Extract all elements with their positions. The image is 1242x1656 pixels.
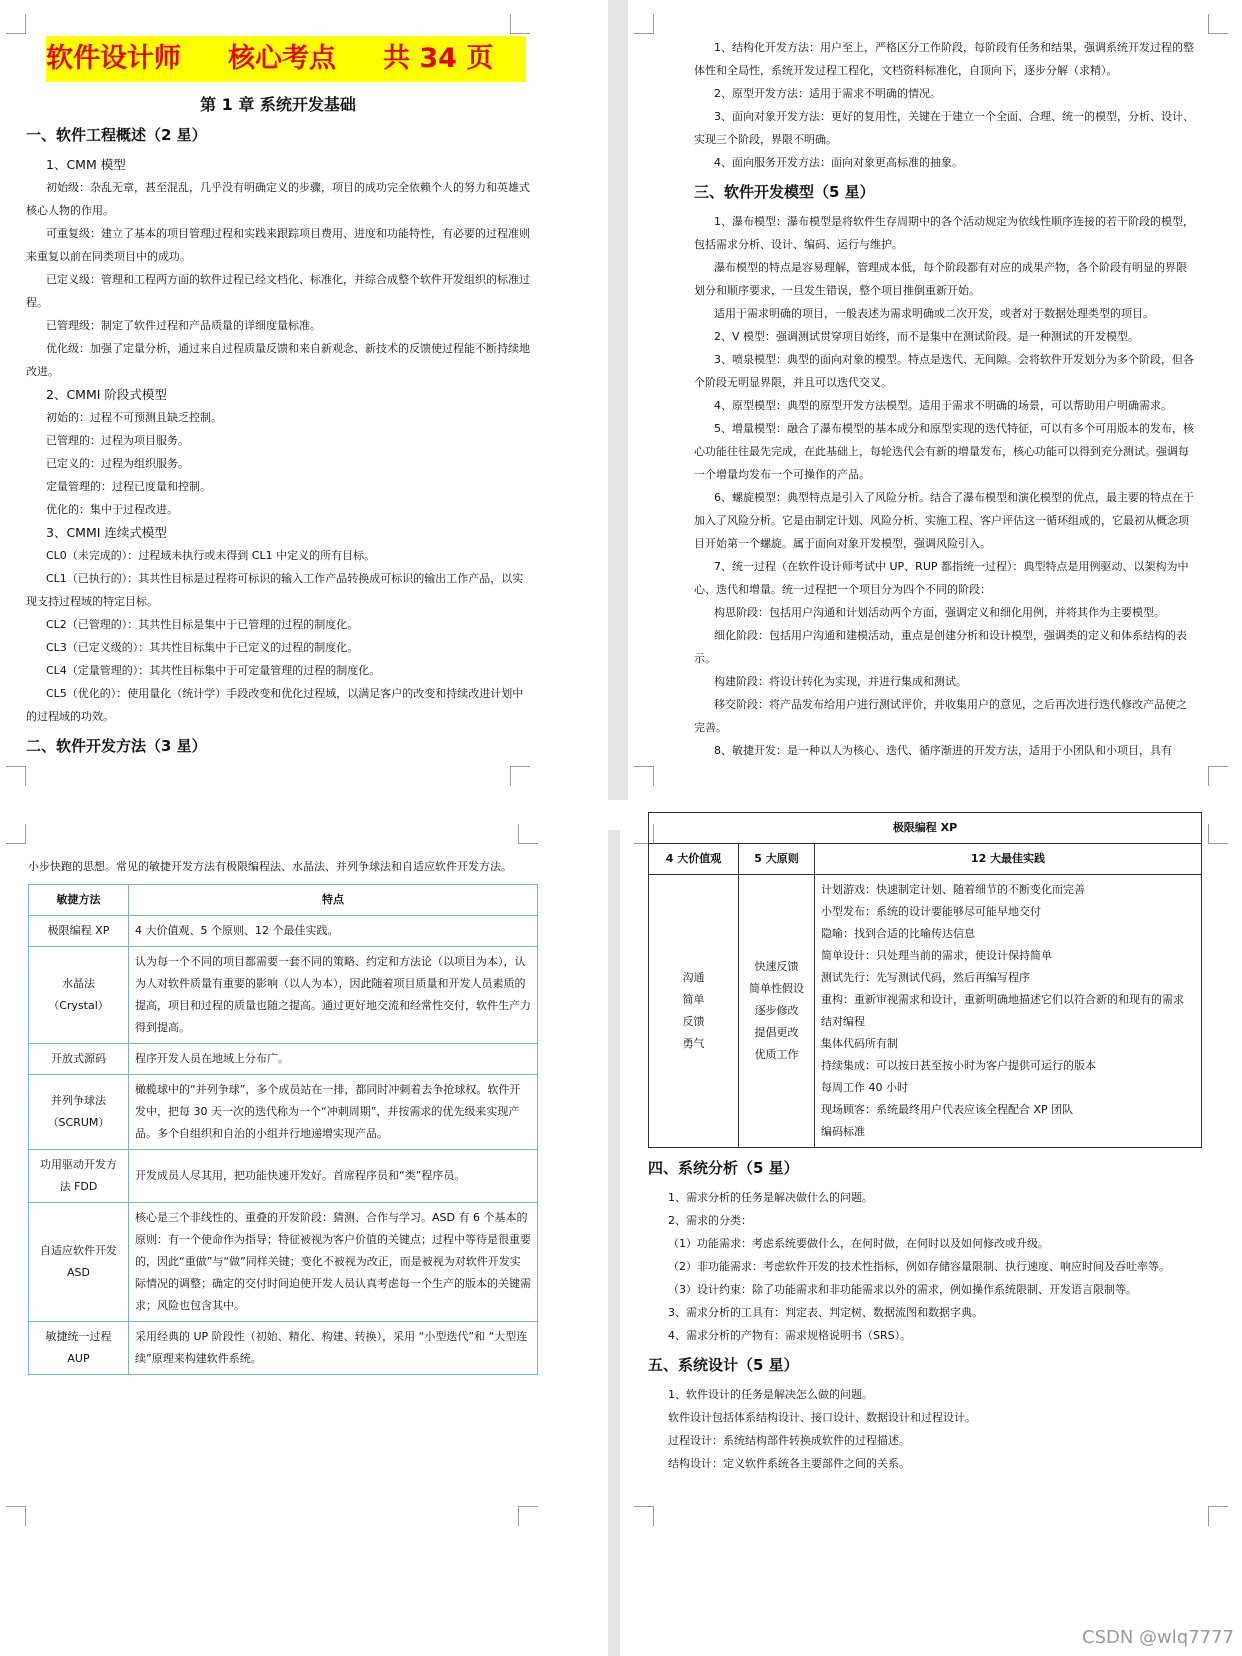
principle-item: 提倡更改: [754, 1026, 799, 1039]
document-page-4: [628, 821, 1242, 1656]
crop-mark: [1208, 824, 1228, 844]
crop-mark: [1208, 14, 1228, 34]
page-gutter: [608, 0, 628, 800]
paragraph: 1、软件设计的任务是解决怎么做的问题。: [668, 1388, 873, 1401]
method-desc-cell: 开发成员人尽其用，把功能快速开发好。首席程序员和“类”程序员。: [129, 1150, 538, 1203]
paragraph: 移交阶段：将产品发布给用户进行测试评价，并收集用户的意见，之后再次进行迭代修改产品使之完善。: [694, 698, 1187, 734]
paragraph: 过程设计：系统结构部件转换成软件的过程描述。: [668, 1434, 910, 1447]
practice-item: 计划游戏：快速制定计划、随着细节的不断变化而完善: [821, 883, 1085, 896]
paragraph: CL2（已管理的）：其共性目标是集中于已管理的过程的制度化。: [46, 618, 359, 631]
crop-mark: [634, 766, 654, 786]
paragraph: （2）非功能需求：考虑软件开发的技术性指标，例如存储容量限制、执行速度、响应时间及吞吐率等。: [668, 1260, 1170, 1273]
document-page-1: [0, 0, 608, 800]
value-item: 沟通: [682, 971, 705, 984]
section-heading: 四、系统分析（5 星）: [648, 1159, 799, 1177]
method-desc-cell: 采用经典的 UP 阶段性（初始、精化、构建、转换），采用 “小型迭代”和 “大型连续”原理来构建软件系统。: [129, 1322, 538, 1375]
value-item: 反馈: [682, 1015, 705, 1028]
paragraph: 已定义的：过程为组织服务。: [46, 457, 189, 470]
agile-methods-table: [28, 884, 538, 1375]
paragraph: 已管理的：过程为项目服务。: [46, 434, 189, 447]
paragraph: 4、原型模型：典型的原型开发方法模型。适用于需求不明确的场景，可以帮助用户明确需求。: [714, 399, 1172, 412]
practice-item: 测试先行：先写测试代码，然后再编写程序: [821, 971, 1030, 984]
document-title-banner: 软件设计师 核心考点 共 34 页: [46, 36, 526, 82]
principle-item: 逐步修改: [754, 1004, 799, 1017]
method-name-cell: 自适应软件开发 ASD: [29, 1203, 129, 1322]
section-heading: 一、软件工程概述（2 星）: [26, 126, 207, 144]
paragraph: 初始的：过程不可预测且缺乏控制。: [46, 411, 222, 424]
paragraph: 构建阶段：将设计转化为实现，并进行集成和测试。: [714, 675, 967, 688]
paragraph: 优化级：加强了定量分析，通过来自过程质量反馈和来自新观念、新技术的反馈使过程能不断持续地改进。: [26, 342, 530, 378]
method-desc-cell: 4 大价值观、5 个原则、12 个最佳实践。: [129, 916, 538, 947]
values-cell: [649, 875, 739, 1148]
subsection-heading: 1、CMM 模型: [46, 157, 126, 172]
method-desc-cell: 认为每一个不同的项目都需要一套不同的策略、约定和方法论（以项目为本），认为人对软件质量有重要的影响（以人为本），因此随着项目质量和开发人员素质的提高，项目和过程的质量也随之提高。通过更好地交流和经常性交付，软件生产力得到提高。: [129, 947, 538, 1044]
paragraph: 2、原型开发方法：适用于需求不明确的情况。: [714, 87, 941, 100]
table-row: [29, 1203, 538, 1322]
practices-cell: [815, 875, 1202, 1148]
paragraph: 7、统一过程（在软件设计师考试中 UP、RUP 都指统一过程）：典型特点是用例驱动、以架构为中心、迭代和增量。统一过程把一个项目分为四个不同的阶段：: [694, 560, 1189, 596]
table-row: [29, 947, 538, 1044]
paragraph: 已定义级：管理和工程两方面的软件过程已经文档化、标准化，并综合成整个软件开发组织的标准过程。: [26, 273, 530, 309]
xp-practices-table: [648, 812, 1202, 1148]
paragraph: CL0（未完成的）：过程域未执行或未得到 CL1 中定义的所有目标。: [46, 549, 376, 562]
method-name-cell: 极限编程 XP: [29, 916, 129, 947]
paragraph: 3、喷泉模型：典型的面向对象的模型。特点是迭代、无间隙。会将软件开发划分为多个阶段，但各个阶段无明显界限，并且可以迭代交叉。: [694, 353, 1194, 389]
paragraph: 1、瀑布模型：瀑布模型是将软件生存周期中的各个活动规定为依线性顺序连接的若干阶段的模型，包括需求分析、设计、编码、运行与维护。: [694, 215, 1194, 251]
column-header: 5 大原则: [739, 844, 815, 875]
paragraph: 结构设计：定义软件系统各主要部件之间的关系。: [668, 1457, 910, 1470]
method-desc-cell: 橄榄球中的“并列争球”，多个成员站在一排，都同时冲刺着去争抢球权。软件开发中，把每 30 天一次的迭代称为一个“冲刺周期”，并按需求的优先级来实现产品。多个自组织和自治的小组并行地递增实现产品。: [129, 1075, 538, 1150]
table-row: [29, 1150, 538, 1203]
method-desc-cell: 程序开发人员在地域上分布广。: [129, 1044, 538, 1075]
paragraph: 初始级：杂乱无章，甚至混乱，几乎没有明确定义的步骤，项目的成功完全依赖个人的努力和英雄式核心人物的作用。: [26, 181, 530, 217]
principle-item: 简单性假设: [749, 982, 804, 995]
column-header: 4 大价值观: [649, 844, 739, 875]
practice-item: 简单设计：只处理当前的需求，使设计保持简单: [821, 949, 1052, 962]
section-heading: 五、系统设计（5 星）: [648, 1356, 799, 1374]
crop-mark: [1208, 766, 1228, 786]
paragraph: 优化的：集中于过程改进。: [46, 503, 178, 516]
paragraph: 定量管理的：过程已度量和控制。: [46, 480, 211, 493]
practice-item: 小型发布：系统的设计要能够尽可能早地交付: [821, 905, 1041, 918]
paragraph: 3、面向对象开发方法：更好的复用性，关键在于建立一个全面、合理、统一的模型，分析、设计、实现三个阶段，界限不明确。: [694, 110, 1194, 146]
table-row: [29, 1044, 538, 1075]
table-row: [29, 1075, 538, 1150]
paragraph: CL4（定量管理的）：其共性目标集中于可定量管理的过程的制度化。: [46, 664, 381, 677]
subsection-heading: 3、CMMI 连续式模型: [46, 525, 167, 540]
practice-item: 现场顾客：系统最终用户代表应该全程配合 XP 团队: [821, 1103, 1074, 1116]
crop-mark: [1208, 1506, 1228, 1526]
method-name-cell: 并列争球法（SCRUM）: [29, 1075, 129, 1150]
column-header: 特点: [129, 885, 538, 916]
crop-mark: [6, 766, 26, 786]
paragraph: 5、增量模型：融合了瀑布模型的基本成分和原型实现的迭代特征，可以有多个可用版本的发布，核心功能往往最先完成，在此基础上，每轮迭代会有新的增量发布，核心功能可以得到充分测试。强调每一个增量均发布一个可操作的产品。: [694, 422, 1194, 481]
method-name-cell: 敏捷统一过程 AUP: [29, 1322, 129, 1375]
paragraph: 6、螺旋模型：典型特点是引入了风险分析。结合了瀑布模型和演化模型的优点，最主要的特点在于加入了风险分析。它是由制定计划、风险分析、实施工程、客户评估这一循环组成的，它最初从概念项目开始第一个螺旋。属于面向对象开发模型，强调风险引入。: [694, 491, 1194, 550]
paragraph: 细化阶段：包括用户沟通和建模活动，重点是创建分析和设计模型，强调类的定义和体系结构的表示。: [694, 629, 1187, 665]
section-heading: 三、软件开发模型（5 星）: [694, 183, 875, 201]
practice-item: 隐喻：找到合适的比喻传达信息: [821, 927, 975, 940]
section-heading: 二、软件开发方法（3 星）: [26, 737, 207, 755]
paragraph: 1、结构化开发方法：用户至上，严格区分工作阶段，每阶段有任务和结果，强调系统开发过程的整体性和全局性，系统开发过程工程化，文档资料标准化，自顶向下，逐步分解（求精）。: [694, 41, 1194, 77]
practice-item: 持续集成：可以按日甚至按小时为客户提供可运行的版本: [821, 1059, 1096, 1072]
subsection-heading: 2、CMMI 阶段式模型: [46, 387, 167, 402]
principle-item: 优质工作: [754, 1048, 799, 1061]
method-name-cell: 开放式源码: [29, 1044, 129, 1075]
paragraph: 适用于需求明确的项目，一般表述为需求明确或二次开发，或者对于数据处理类型的项目。: [714, 307, 1154, 320]
principle-item: 快速反馈: [754, 960, 799, 973]
practice-item: 重构：重新审视需求和设计，重新明确地描述它们以符合新的和现有的需求: [821, 993, 1184, 1006]
paragraph: 软件设计包括体系结构设计、接口设计、数据设计和过程设计。: [668, 1411, 976, 1424]
table-title: 极限编程 XP: [649, 813, 1202, 844]
table-row: [29, 916, 538, 947]
table-row: [649, 875, 1202, 1148]
column-header: 敏捷方法: [29, 885, 129, 916]
paragraph: CL3（已定义级的）：其共性目标集中于已定义的过程的制度化。: [46, 641, 359, 654]
crop-mark: [6, 14, 26, 34]
crop-mark: [634, 14, 654, 34]
paragraph: 1、需求分析的任务是解决做什么的问题。: [668, 1191, 873, 1204]
paragraph: 已管理级：制定了软件过程和产品质量的详细度量标准。: [46, 319, 321, 332]
paragraph: （3）设计约束：除了功能需求和非功能需求以外的需求，例如操作系统限制、开发语言限制等。: [668, 1283, 1137, 1296]
paragraph: CL1（已执行的）：其共性目标是过程将可标识的输入工作产品转换成可标识的输出工作产品，以实现支持过程域的特定目标。: [26, 572, 524, 608]
paragraph: 3、需求分析的工具有：判定表、判定树、数据流图和数据字典。: [668, 1306, 983, 1319]
crop-mark: [634, 1506, 654, 1526]
value-item: 简单: [682, 993, 705, 1006]
crop-mark: [6, 824, 26, 844]
column-header: 12 大最佳实践: [815, 844, 1202, 875]
watermark: CSDN @wlq7777: [1082, 1627, 1234, 1648]
paragraph: 小步快跑的思想。常见的敏捷开发方法有极限编程法、水晶法、并列争球法和自适应软件开发方法。: [28, 860, 512, 873]
paragraph: 8、敏捷开发：是一种以人为核心、迭代、循序渐进的开发方法，适用于小团队和小项目，具有: [714, 744, 1172, 757]
method-desc-cell: 核心是三个非线性的、重叠的开发阶段：猜测、合作与学习。ASD 有 6 个基本的原则：有一个使命作为指导；特征被视为客户价值的关键点；过程中等待是很重要的，因此“重做”与“做”同样关键；变化不被视为改正，而是被视为对软件开发实际情况的调整；确定的交付时间迫使开发人员认真考虑每一个生产的版本的关键需求；风险也包含其中。: [129, 1203, 538, 1322]
document-page-3: [0, 830, 608, 1656]
crop-mark: [518, 824, 538, 844]
table-header-row: [649, 844, 1202, 875]
practice-item: 每周工作 40 小时: [821, 1081, 908, 1094]
paragraph: 2、V 模型：强调测试贯穿项目始终，而不是集中在测试阶段。是一种测试的开发模型。: [714, 330, 1140, 343]
paragraph: 构思阶段：包括用户沟通和计划活动两个方面，强调定义和细化用例，并将其作为主要模型。: [714, 606, 1165, 619]
paragraph: （1）功能需求：考虑系统要做什么，在何时做，在何时以及如何修改或升级。: [668, 1237, 1049, 1250]
crop-mark: [518, 1506, 538, 1526]
method-name-cell: 功用驱动开发方法 FDD: [29, 1150, 129, 1203]
document-page-2: [628, 0, 1242, 800]
table-header-row: [29, 885, 538, 916]
paragraph: 2、需求的分类：: [668, 1214, 752, 1227]
table-header-row: [649, 813, 1202, 844]
paragraph: CL5（优化的）：使用量化（统计学）手段改变和优化过程域，以满足客户的改变和持续改进计划中的过程域的功效。: [26, 687, 524, 723]
chapter-heading: 第 1 章 系统开发基础: [200, 95, 356, 114]
method-name-cell: 水晶法（Crystal）: [29, 947, 129, 1044]
practice-item: 编码标准: [821, 1125, 865, 1138]
principles-cell: [739, 875, 815, 1148]
value-item: 勇气: [682, 1037, 705, 1050]
paragraph: 4、面向服务开发方法：面向对象更高标准的抽象。: [714, 156, 963, 169]
practice-item: 结对编程: [821, 1015, 865, 1028]
table-row: [29, 1322, 538, 1375]
crop-mark: [510, 766, 530, 786]
paragraph: 4、需求分析的产物有：需求规格说明书（SRS）。: [668, 1329, 912, 1342]
paragraph: 瀑布模型的特点是容易理解，管理成本低，每个阶段都有对应的成果产物，各个阶段有明显的界限划分和顺序要求，一旦发生错误，整个项目推倒重新开始。: [694, 261, 1187, 297]
paragraph: 可重复级：建立了基本的项目管理过程和实践来跟踪项目费用、进度和功能特性，有必要的过程准则来重复以前在同类项目中的成功。: [26, 227, 530, 263]
crop-mark: [6, 1506, 26, 1526]
practice-item: 集体代码所有制: [821, 1037, 898, 1050]
